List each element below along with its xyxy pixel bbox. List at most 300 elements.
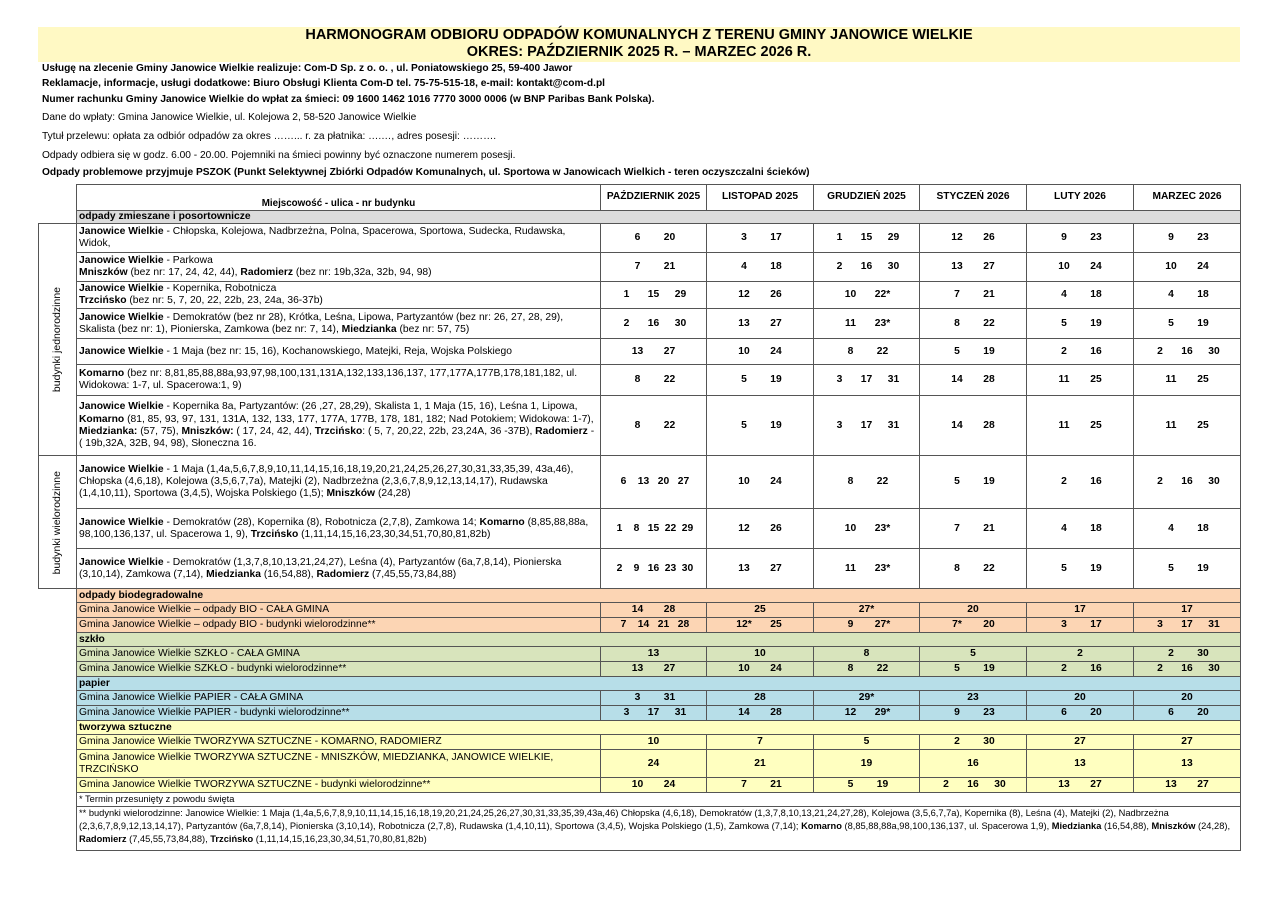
collection-date: 3 [623, 707, 630, 719]
collection-date: 13 [637, 476, 650, 488]
month-dates [1027, 549, 1134, 589]
street-list: (bez nr: 19b,32a, 32b, 94, 98) [293, 267, 432, 279]
place-name: Trzcińsko [210, 834, 254, 845]
schedule-row [39, 339, 1241, 365]
collection-date: 5 [741, 419, 747, 431]
collection-date: 6 [620, 476, 627, 488]
location-cell [77, 224, 601, 253]
month-dates [707, 339, 814, 365]
place-name: Trzcińsko [79, 295, 127, 307]
collection-date: 12 [844, 707, 857, 719]
place-name: Janowice Wielkie [79, 516, 164, 528]
collection-date: 19 [983, 345, 995, 357]
month-header: GRUDZIEŃ 2025 [814, 185, 920, 211]
collection-date: 18 [1197, 289, 1209, 301]
collection-date: 14 [637, 619, 650, 631]
collection-date: 11 [1165, 374, 1177, 386]
place-name: Komarno [79, 413, 125, 425]
collection-date: 4 [1168, 289, 1174, 301]
month-dates [707, 365, 814, 396]
location-cell [77, 339, 601, 365]
collection-date: 27 [1074, 736, 1086, 748]
collection-date: 22 [876, 663, 889, 675]
month-dates [1027, 778, 1134, 793]
month-dates [1134, 735, 1241, 750]
fraction-label: Gmina Janowice Wielkie TWORZYWA SZTUCZNE - budynki wielorodzinne** [77, 778, 601, 793]
collection-date: 16 [1181, 345, 1193, 357]
section-row-glass [39, 633, 1241, 647]
schedule-row [39, 691, 1241, 706]
collection-date: 8 [633, 522, 640, 534]
collection-date: 8 [847, 345, 854, 357]
month-dates [707, 618, 814, 633]
row-spacer [39, 633, 77, 647]
month-dates [601, 224, 707, 253]
fraction-label: Gmina Janowice Wielkie – odpady BIO - CAŁA GMINA [77, 603, 601, 618]
street-list: - Kopernika 8a, Partyzantów: (26 ,27, 28,29), Skalista 1, 1 Maja (15, 16), Leśna 1, Lipowa, [163, 401, 578, 413]
schedule-table [38, 184, 1241, 851]
collection-date: 18 [1090, 289, 1102, 301]
month-dates [601, 253, 707, 282]
schedule-row [39, 735, 1241, 750]
collection-date: 19 [770, 374, 782, 386]
month-dates [920, 282, 1027, 309]
collection-date: 10 [844, 289, 857, 301]
collection-date: 5 [863, 736, 870, 748]
month-dates [1134, 365, 1241, 396]
row-spacer [39, 647, 77, 662]
month-dates [814, 309, 920, 339]
collection-date: 8 [954, 317, 960, 329]
collection-date: 5 [1168, 317, 1174, 329]
street-list: (57, 75), [137, 425, 182, 437]
collection-date: 27 [1197, 779, 1209, 791]
collection-date: 13 [631, 345, 644, 357]
month-dates [601, 456, 707, 509]
collection-date: 29 [674, 289, 687, 301]
month-dates [707, 691, 814, 706]
month-dates [707, 662, 814, 677]
month-dates [814, 365, 920, 396]
collection-date: 18 [770, 261, 782, 273]
month-dates [1027, 618, 1134, 633]
month-dates [1027, 253, 1134, 282]
collection-date: 8 [634, 419, 641, 431]
footnote-multi-family [77, 807, 1241, 851]
place-name: Miedzianka: [79, 425, 138, 437]
month-dates [601, 549, 707, 589]
collection-date: 3 [1157, 619, 1163, 631]
collection-date: 19 [876, 779, 889, 791]
month-dates [814, 647, 920, 662]
collection-date: 2 [943, 779, 949, 791]
collection-date: 10 [844, 522, 857, 534]
footnote-holiday: * Termin przesunięty z powodu święta [77, 793, 1241, 807]
collection-date: 5 [741, 374, 747, 386]
collection-date: 4 [1168, 522, 1174, 534]
place-name: Radomierz [240, 267, 294, 279]
collection-date: 17 [1181, 604, 1193, 616]
collection-date: 10 [1058, 261, 1070, 273]
collection-date: 11 [845, 562, 856, 574]
collection-date: 10 [1165, 261, 1177, 273]
collection-date: 17 [647, 707, 660, 719]
collection-date: 9 [1061, 232, 1067, 244]
month-header: MARZEC 2026 [1134, 185, 1241, 211]
place-name: Mniszków: [181, 425, 234, 437]
collection-date: 7 [757, 736, 763, 748]
collection-date: 15 [860, 232, 873, 244]
schedule-row [39, 549, 1241, 589]
month-dates [1027, 282, 1134, 309]
month-dates [1134, 339, 1241, 365]
row-spacer [39, 793, 77, 807]
collection-date: 23* [874, 317, 891, 329]
collection-date: 22 [876, 345, 889, 357]
street-list: (24,28) [375, 488, 411, 500]
collection-date: 8 [863, 648, 870, 660]
collection-date: 17 [1074, 604, 1086, 616]
month-dates [1134, 396, 1241, 456]
collection-date: 8 [847, 476, 854, 488]
collection-date: 28 [983, 374, 995, 386]
header-row [39, 185, 1241, 211]
street-list: (7,45,55,73,84,88), [126, 834, 211, 845]
month-dates [1134, 706, 1241, 721]
collection-date: 10 [647, 736, 660, 748]
collection-date: 28 [983, 419, 995, 431]
collection-date: 2 [616, 562, 623, 574]
row-spacer [39, 589, 77, 603]
collection-date: 2 [836, 261, 843, 273]
section-row-bio [39, 589, 1241, 603]
collection-date: 7 [741, 779, 747, 791]
month-dates [1027, 662, 1134, 677]
collection-date: 15 [647, 289, 660, 301]
month-dates [814, 778, 920, 793]
collection-date: 16 [1090, 345, 1102, 357]
title-line-2: OKRES: PAŹDZIERNIK 2025 R. – MARZEC 2026 R. [466, 44, 812, 60]
collection-date: 24 [663, 779, 676, 791]
collection-date: 19 [983, 476, 995, 488]
month-dates [707, 224, 814, 253]
month-dates [920, 647, 1027, 662]
row-spacer [39, 750, 77, 778]
collection-date: 27 [677, 476, 690, 488]
month-dates [814, 618, 920, 633]
footnote-row [39, 793, 1241, 807]
collection-date: 22 [983, 317, 995, 329]
month-dates [601, 691, 707, 706]
schedule-row [39, 396, 1241, 456]
section-row-plastic [39, 721, 1241, 735]
month-dates [601, 647, 707, 662]
collection-date: 20 [983, 619, 995, 631]
collection-date: 25 [1197, 419, 1209, 431]
collection-date: 17 [770, 232, 782, 244]
place-name: Komarno [801, 821, 842, 832]
collection-date: 25 [770, 619, 782, 631]
collection-date: 17 [1090, 619, 1102, 631]
collection-date: 8 [954, 562, 960, 574]
collection-date: 24 [1090, 261, 1102, 273]
collection-date: 12 [951, 232, 963, 244]
collection-date: 10 [754, 648, 766, 660]
month-header: STYCZEŃ 2026 [920, 185, 1027, 211]
collection-date: 13 [1058, 779, 1070, 791]
fraction-label: Gmina Janowice Wielkie TWORZYWA SZTUCZNE - MNISZKÓW, MIEDZIANKA, JANOWICE WIELKIE, TRZCIŃSKO [77, 750, 601, 778]
month-dates [601, 396, 707, 456]
collection-date: 13 [738, 317, 750, 329]
place-name: Janowice Wielkie [79, 226, 164, 237]
collection-date: 6 [1168, 707, 1174, 719]
street-list: - Demokratów (28), Kopernika (8), Robotnicza (2,7,8), Zamkowa 14; [163, 516, 480, 528]
collection-date: 9 [633, 562, 640, 574]
collection-date: 11 [1058, 419, 1070, 431]
collection-date: 24 [770, 476, 782, 488]
footnote-row [39, 807, 1241, 851]
collection-date: 2 [1077, 648, 1083, 660]
collection-date: 6 [634, 232, 641, 244]
place-name: Mniszków [79, 267, 128, 279]
collection-date: 12 [738, 522, 750, 534]
collection-date: 8 [634, 374, 641, 386]
group-spacer [39, 211, 77, 224]
collection-date: 23 [983, 707, 995, 719]
month-dates [1134, 509, 1241, 549]
month-dates [707, 309, 814, 339]
month-dates [814, 224, 920, 253]
collection-date: 18 [1090, 522, 1102, 534]
street-list: - Demokratów (1,3,7,8,10,13,21,24,27), Leśna (4), Partyzantów (6a,7,8,14), Pionierska (3,10,14), Zamkowa (7,14), [79, 556, 562, 580]
collection-date: 25 [1197, 374, 1209, 386]
month-dates [1134, 662, 1241, 677]
collection-date: 27 [663, 663, 676, 675]
street-list: (bez nr: 17, 24, 42, 44), [127, 267, 241, 279]
month-dates [920, 750, 1027, 778]
street-list: (8,85,88,88a, 98,100,136,137, ul. Spacerowa 1, 9), [79, 516, 589, 540]
month-dates [1027, 735, 1134, 750]
collection-date: 26 [770, 522, 782, 534]
section-row-paper [39, 677, 1241, 691]
collection-date: 5 [1061, 562, 1067, 574]
collection-date: 2 [1061, 663, 1067, 675]
month-dates [707, 549, 814, 589]
collection-date: 1 [623, 289, 630, 301]
month-header: LUTY 2026 [1027, 185, 1134, 211]
month-dates [707, 706, 814, 721]
group-multi-family [39, 456, 77, 589]
collection-date: 23* [874, 562, 891, 574]
collection-date: 9 [954, 707, 960, 719]
location-cell [77, 282, 601, 309]
section-title: szkło [77, 633, 1241, 647]
month-dates [920, 549, 1027, 589]
street-list: : ( 5, 7, 20,22, 22b, 23,24A, 36 -37B), [362, 425, 536, 437]
collection-date: 20 [1074, 692, 1086, 704]
collection-date: 19 [1090, 562, 1102, 574]
month-dates [1027, 456, 1134, 509]
location-cell [77, 365, 601, 396]
collection-date: 23 [1090, 232, 1102, 244]
month-dates [814, 509, 920, 549]
collection-date: 20 [663, 232, 676, 244]
collection-date: 7 [954, 289, 960, 301]
street-list: (81, 85, 93, 97, 131, 131A, 132, 133, 177, 177A, 177B, 178, 181, 182; Nad Potokiem; Widokowa: 1-7), [124, 413, 594, 425]
month-dates [920, 456, 1027, 509]
collection-date: 4 [1061, 289, 1067, 301]
month-dates [1134, 603, 1241, 618]
month-dates [707, 778, 814, 793]
place-name: Komarno [479, 516, 525, 528]
month-dates [814, 549, 920, 589]
collection-date: 14 [951, 419, 963, 431]
month-dates [1134, 549, 1241, 589]
collection-date: 3 [741, 232, 747, 244]
collection-date: 13 [647, 648, 660, 660]
place-name: Miedzianka [206, 568, 261, 580]
street-list: (16,54,88), [261, 568, 317, 580]
month-dates [814, 396, 920, 456]
collection-date: 13 [1181, 757, 1193, 769]
collection-date: 29 [887, 232, 900, 244]
collection-date: 31 [887, 374, 900, 386]
collection-date: 24 [1197, 261, 1209, 273]
month-header: PAŹDZIERNIK 2025 [601, 185, 707, 211]
collection-date: 12* [736, 619, 752, 631]
collection-date: 16 [1090, 476, 1102, 488]
collection-date: 22* [874, 289, 891, 301]
collection-date: 11 [1058, 374, 1070, 386]
collection-date: 21 [770, 779, 782, 791]
month-dates [814, 691, 920, 706]
place-name: Janowice Wielkie [79, 283, 164, 294]
schedule-row [39, 662, 1241, 677]
collection-date: 19 [1197, 562, 1209, 574]
collection-date: 20 [1181, 692, 1193, 704]
month-dates [1027, 365, 1134, 396]
collection-date: 22 [663, 419, 676, 431]
collection-date: 4 [1061, 522, 1067, 534]
collection-date: 5 [970, 648, 976, 660]
group-label: budynki wielorodzinne [51, 470, 64, 574]
collection-date: 2 [1061, 476, 1067, 488]
collection-date: 3 [634, 692, 641, 704]
collection-date: 29* [874, 707, 891, 719]
month-dates [1027, 224, 1134, 253]
street-list: (16,54,88), [1101, 821, 1152, 832]
schedule-row [39, 224, 1241, 253]
place-name: Trzcińsko [314, 425, 363, 437]
month-dates [920, 224, 1027, 253]
collection-date: 31 [674, 707, 687, 719]
collection-date: 30 [887, 261, 900, 273]
schedule-row [39, 778, 1241, 793]
collection-date: 30 [983, 736, 995, 748]
info-complaints: Reklamacje, informacje, usługi dodatkowe: Biuro Obsługi Klienta Com-D tel. 75-75-515-18, e-mail: kontakt@com-d.pl [42, 78, 606, 89]
month-dates [1134, 691, 1241, 706]
month-dates [601, 365, 707, 396]
month-dates [920, 253, 1027, 282]
month-dates [1027, 647, 1134, 662]
collection-date: 16 [860, 261, 873, 273]
fraction-label: Gmina Janowice Wielkie SZKŁO - budynki wielorodzinne** [77, 662, 601, 677]
collection-date: 1 [616, 522, 623, 534]
month-header: LISTOPAD 2025 [707, 185, 814, 211]
group-label: budynki jednorodzinne [51, 287, 64, 393]
street-list: (7,45,55,73,84,88) [369, 568, 457, 580]
place-name: Mniszków [326, 488, 376, 500]
collection-date: 4 [741, 261, 747, 273]
place-name: Miedzianka [1051, 821, 1102, 832]
month-dates [601, 339, 707, 365]
month-dates [814, 706, 920, 721]
collection-date: 20 [657, 476, 670, 488]
collection-date: 16 [967, 779, 979, 791]
collection-date: 26 [983, 232, 995, 244]
month-dates [1134, 647, 1241, 662]
fraction-label: Gmina Janowice Wielkie – odpady BIO - budynki wielorodzinne** [77, 618, 601, 633]
schedule-row [39, 618, 1241, 633]
row-spacer [39, 721, 77, 735]
collection-date: 25 [754, 604, 766, 616]
collection-date: 13 [1074, 757, 1086, 769]
collection-date: 11 [1165, 419, 1177, 431]
collection-date: 14 [738, 707, 750, 719]
collection-date: 26 [770, 289, 782, 301]
collection-date: 2 [1157, 663, 1163, 675]
row-spacer [39, 618, 77, 633]
collection-date: 17 [1181, 619, 1193, 631]
location-cell [77, 549, 601, 589]
schedule-row [39, 253, 1241, 282]
month-dates [1027, 509, 1134, 549]
month-dates [1027, 339, 1134, 365]
street-list: - Demokratów (bez nr 28), Krótka, Leśna, Lipowa, Partyzantów (bez nr: 26, 27, 28, 29), Skalista (bez nr: 1), Pionierska, Zamkowa (bez nr: 7, 14), [79, 311, 564, 335]
section-title: odpady biodegradowalne [77, 589, 1241, 603]
place-name: Janowice Wielkie [79, 401, 164, 413]
fraction-label: Gmina Janowice Wielkie SZKŁO - CAŁA GMINA [77, 647, 601, 662]
collection-date: 5 [954, 345, 960, 357]
month-dates [1027, 396, 1134, 456]
month-dates [1134, 750, 1241, 778]
collection-date: 21 [657, 619, 670, 631]
row-spacer [39, 735, 77, 750]
street-list: (bez nr: 57, 75) [396, 323, 470, 335]
collection-date: 16 [1090, 663, 1102, 675]
collection-date: 23 [967, 692, 979, 704]
collection-date: 5 [847, 779, 854, 791]
collection-date: 5 [954, 663, 960, 675]
row-spacer [39, 778, 77, 793]
month-dates [814, 339, 920, 365]
collection-date: 11 [845, 317, 856, 329]
collection-date: 24 [770, 345, 782, 357]
schedule-row [39, 456, 1241, 509]
month-dates [601, 750, 707, 778]
collection-date: 28 [754, 692, 766, 704]
month-dates [707, 735, 814, 750]
month-dates [1027, 706, 1134, 721]
month-dates [920, 365, 1027, 396]
title-line-1: HARMONOGRAM ODBIORU ODPADÓW KOMUNALNYCH Z TERENU GMINY JANOWICE WIELKIE [305, 27, 973, 43]
street-list: - Chłopska, Kolejowa, Nadbrzeżna, Polna, Spacerowa, Sportowa, Sudecka, Rudawska, Widok, [79, 226, 566, 250]
section-row-mixed [39, 211, 1241, 224]
collection-date: 18 [1197, 522, 1209, 534]
place-name: Komarno [79, 368, 125, 379]
collection-date: 25 [1090, 419, 1102, 431]
fraction-label: Gmina Janowice Wielkie PAPIER - budynki wielorodzinne** [77, 706, 601, 721]
